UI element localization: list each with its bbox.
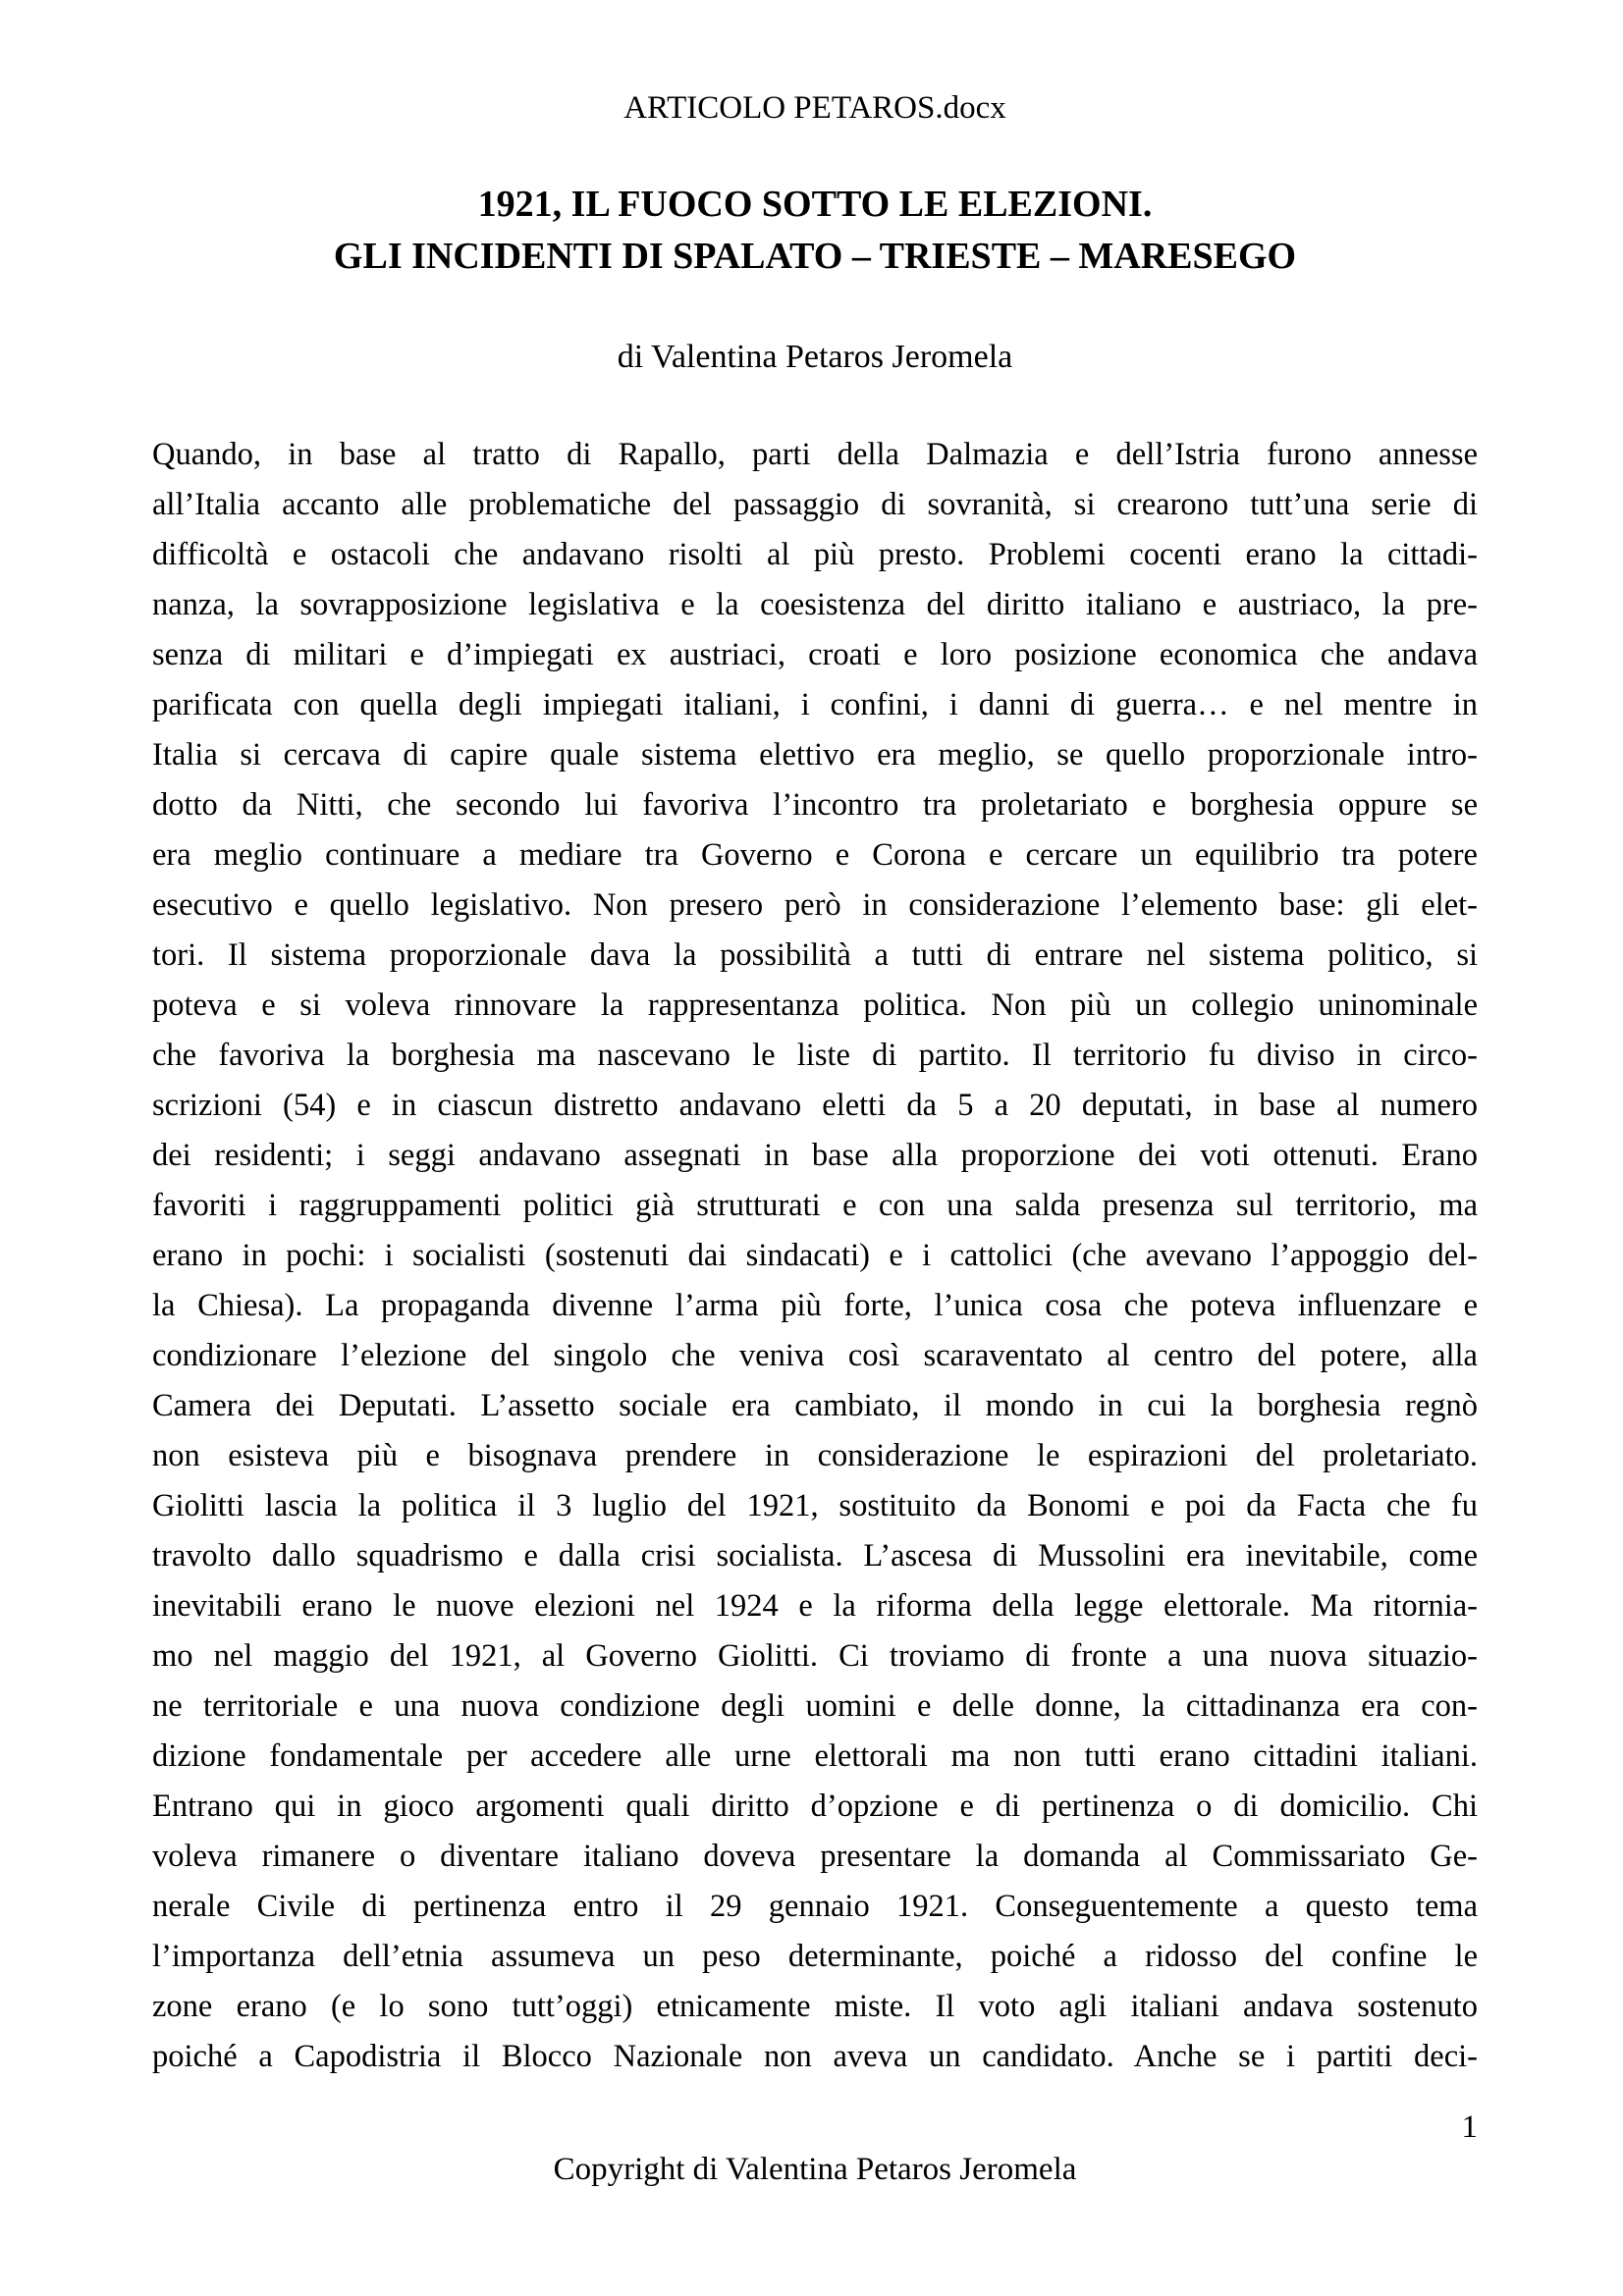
byline: di Valentina Petaros Jeromela <box>617 339 1013 375</box>
body-line: dotto da Nitti, che secondo lui favoriva l’incontro tra proletariato e borghesia oppure se <box>152 787 1478 823</box>
body-line: inevitabili erano le nuove elezioni nel 1924 e la riforma della legge elettorale. Ma ritornia- <box>152 1588 1478 1624</box>
copyright-line: Copyright di Valentina Petaros Jeromela <box>553 2152 1077 2187</box>
page-number: 1 <box>1461 2109 1478 2145</box>
body-line: condizionare l’elezione del singolo che veniva così scaraventato al centro del potere, alla <box>152 1338 1478 1373</box>
body-line: esecutivo e quello legislativo. Non presero però in considerazione l’elemento base: gli elet- <box>152 887 1478 923</box>
body-line: nanza, la sovrapposizione legislativa e la coesistenza del diritto italiano e austriaco, la pre- <box>152 587 1478 622</box>
body-line: scrizioni (54) e in ciascun distretto andavano eletti da 5 a 20 deputati, in base al numero <box>152 1088 1478 1123</box>
body-line: all’Italia accanto alle problematiche del passaggio di sovranità, si crearono tutt’una serie di <box>152 487 1478 522</box>
body-line: Quando, in base al tratto di Rapallo, parti della Dalmazia e dell’Istria furono annesse <box>152 437 1478 472</box>
body-line: Italia si cercava di capire quale sistema elettivo era meglio, se quello proporzionale intro- <box>152 737 1478 773</box>
title-line-2: GLI INCIDENTI DI SPALATO – TRIESTE – MARESEGO <box>333 236 1297 277</box>
body-line: zone erano (e lo sono tutt’oggi) etnicamente miste. Il voto agli italiani andava sostenuto <box>152 1989 1478 2024</box>
body-line: senza di militari e d’impiegati ex austriaci, croati e loro posizione economica che andava <box>152 637 1478 672</box>
body-paragraph <box>152 430 1478 2082</box>
document-content <box>152 0 1478 2190</box>
body-line: poiché a Capodistria il Blocco Nazionale non aveva un candidato. Anche se i partiti deci- <box>152 2039 1478 2074</box>
body-line: dizione fondamentale per accedere alle urne elettorali ma non tutti erano cittadini italiani. <box>152 1738 1478 1774</box>
document-filename: ARTICOLO PETAROS.docx <box>623 90 1006 126</box>
body-line: poteva e si voleva rinnovare la rappresentanza politica. Non più un collegio uninominale <box>152 988 1478 1023</box>
body-line: nerale Civile di pertinenza entro il 29 gennaio 1921. Conseguentemente a questo tema <box>152 1889 1478 1924</box>
footer <box>152 2108 1478 2190</box>
title-line-1: 1921, IL FUOCO SOTTO LE ELEZIONI. <box>477 184 1153 225</box>
body-line: che favoriva la borghesia ma nascevano le liste di partito. Il territorio fu diviso in circo- <box>152 1038 1478 1073</box>
body-line: favoriti i raggruppamenti politici già strutturati e con una salda presenza sul territorio, ma <box>152 1188 1478 1223</box>
body-line: l’importanza dell’etnia assumeva un peso determinante, poiché a ridosso del confine le <box>152 1939 1478 1974</box>
body-line: Entrano qui in gioco argomenti quali diritto d’opzione e di pertinenza o di domicilio. Chi <box>152 1789 1478 1824</box>
body-line: Camera dei Deputati. L’assetto sociale era cambiato, il mondo in cui la borghesia regnò <box>152 1388 1478 1423</box>
body-line: ne territoriale e una nuova condizione degli uomini e delle donne, la cittadinanza era con- <box>152 1688 1478 1724</box>
body-line: difficoltà e ostacoli che andavano risolti al più presto. Problemi cocenti erano la cittadi- <box>152 537 1478 572</box>
body-line: erano in pochi: i socialisti (sostenuti dai sindacati) e i cattolici (che avevano l’appoggio del- <box>152 1238 1478 1273</box>
body-line: voleva rimanere o diventare italiano doveva presentare la domanda al Commissariato Ge- <box>152 1839 1478 1874</box>
document-title <box>152 179 1478 283</box>
body-line: mo nel maggio del 1921, al Governo Giolitti. Ci troviamo di fronte a una nuova situazio- <box>152 1638 1478 1674</box>
body-line: Giolitti lascia la politica il 3 luglio del 1921, sostituito da Bonomi e poi da Facta che fu <box>152 1488 1478 1523</box>
body-line: travolto dallo squadrismo e dalla crisi socialista. L’ascesa di Mussolini era inevitabile, come <box>152 1538 1478 1574</box>
body-line: era meglio continuare a mediare tra Governo e Corona e cercare un equilibrio tra potere <box>152 837 1478 873</box>
body-line: la Chiesa). La propaganda divenne l’arma più forte, l’unica cosa che poteva influenzare e <box>152 1288 1478 1323</box>
body-line: tori. Il sistema proporzionale dava la possibilità a tutti di entrare nel sistema politico, si <box>152 937 1478 973</box>
body-line: parificata con quella degli impiegati italiani, i confini, i danni di guerra… e nel mentre in <box>152 687 1478 722</box>
body-line: non esisteva più e bisognava prendere in considerazione le espirazioni del proletariato. <box>152 1438 1478 1473</box>
body-line: dei residenti; i seggi andavano assegnati in base alla proporzione dei voti ottenuti. Erano <box>152 1138 1478 1173</box>
